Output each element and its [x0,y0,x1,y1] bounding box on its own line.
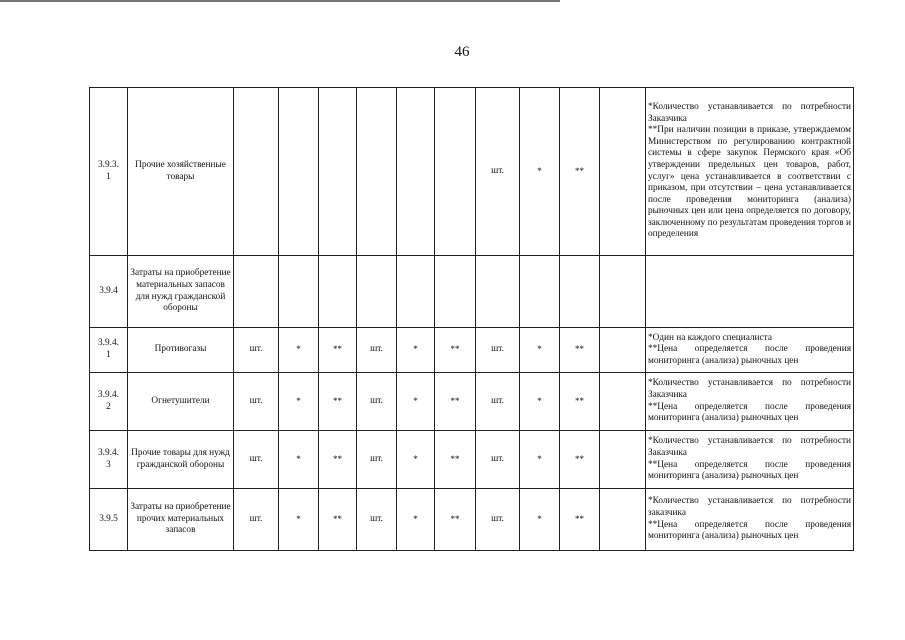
item-name: Прочие хозяйственные товары [128,88,234,256]
cell-unit-2: шт. [357,328,397,373]
cell-price-1: ** [319,328,357,373]
scan-top-border [0,0,560,2]
cell-qty-1: * [279,489,319,551]
cell-unit-1: шт. [234,373,279,431]
cell-price-3: ** [560,88,600,256]
cell-unit-3: шт. [476,489,520,551]
row-note: *Количество устанавливается по потребности Заказчика **При наличии позиции в приказе, утверждаемом Министерством по регулированию контрактной системы в сфере закупок Пермского края «Об утверждении предельных цен товаров, работ, услуг» цена устанавливается в соответствии с приказом, при отсутствии – цена устанавливается после проведения мониторинга (анализа) рыночных цен или цена определяется по договору, заключенному по результатам проведения торгов и определения [646,88,854,256]
cell-price-1 [319,256,357,328]
cell-price-3: ** [560,328,600,373]
row-note: *Количество устанавливается по потребности заказчика **Цена определяется после проведения мониторинга (анализа) рыночных цен [646,489,854,551]
row-note: *Количество устанавливается по потребности Заказчика **Цена определяется после проведения мониторинга (анализа) рыночных цен [646,431,854,489]
empty-cell [600,373,646,431]
cell-qty-2: * [397,328,435,373]
cell-qty-3: * [520,88,560,256]
cell-qty-3: * [520,431,560,489]
item-name: Огнетушители [128,373,234,431]
cell-price-3 [560,256,600,328]
cell-qty-1: * [279,431,319,489]
item-name: Затраты на приобретение прочих материальных запасов [128,489,234,551]
cell-price-3: ** [560,431,600,489]
cell-price-3: ** [560,489,600,551]
row-number: 3.9.3. 1 [90,88,128,256]
cell-qty-2 [397,88,435,256]
table-row [90,373,854,431]
cell-unit-1 [234,88,279,256]
requirements-table [89,87,854,551]
row-note: *Количество устанавливается по потребности Заказчика **Цена определяется после проведения мониторинга (анализа) рыночных цен [646,373,854,431]
cell-price-1: ** [319,489,357,551]
table-row [90,489,854,551]
cell-qty-1 [279,88,319,256]
row-note: *Один на каждого специалиста **Цена определяется после проведения мониторинга (анализа) рыночных цен [646,328,854,373]
cell-qty-3: * [520,328,560,373]
row-number: 3.9.4. 2 [90,373,128,431]
cell-price-1: ** [319,373,357,431]
cell-price-2: ** [435,328,476,373]
cell-price-1: ** [319,431,357,489]
cell-unit-1: шт. [234,328,279,373]
cell-unit-2: шт. [357,489,397,551]
item-name: Противогазы [128,328,234,373]
table-row [90,431,854,489]
table-row [90,88,854,256]
cell-qty-1: * [279,373,319,431]
cell-qty-3 [520,256,560,328]
cell-price-1 [319,88,357,256]
cell-unit-1: шт. [234,489,279,551]
cell-unit-3: шт. [476,373,520,431]
cell-unit-2: шт. [357,431,397,489]
cell-qty-1: * [279,328,319,373]
row-number: 3.9.4. 1 [90,328,128,373]
cell-unit-1 [234,256,279,328]
empty-cell [600,431,646,489]
item-name: Прочие товары для нужд гражданской обороны [128,431,234,489]
empty-cell [600,328,646,373]
cell-price-2 [435,256,476,328]
item-name: Затраты на приобретение материальных запасов для нужд гражданской обороны [128,256,234,328]
cell-qty-2: * [397,431,435,489]
cell-price-3: ** [560,373,600,431]
cell-price-2: ** [435,431,476,489]
cell-price-2: ** [435,373,476,431]
cell-qty-2: * [397,373,435,431]
row-number: 3.9.4. 3 [90,431,128,489]
empty-cell [600,256,646,328]
cell-qty-2 [397,256,435,328]
table-body [90,88,854,551]
empty-cell [600,88,646,256]
cell-unit-1: шт. [234,431,279,489]
row-number: 3.9.5 [90,489,128,551]
cell-price-2: ** [435,489,476,551]
cell-unit-2: шт. [357,373,397,431]
table-row [90,328,854,373]
page-number: 46 [454,44,470,60]
empty-cell [600,489,646,551]
table-row [90,256,854,328]
row-number: 3.9.4 [90,256,128,328]
cell-qty-1 [279,256,319,328]
row-note [646,256,854,328]
cell-unit-2 [357,256,397,328]
cell-qty-2: * [397,489,435,551]
cell-unit-3: шт. [476,431,520,489]
cell-unit-2 [357,88,397,256]
cell-unit-3: шт. [476,328,520,373]
cell-qty-3: * [520,373,560,431]
cell-unit-3: шт. [476,88,520,256]
cell-price-2 [435,88,476,256]
cell-unit-3 [476,256,520,328]
cell-qty-3: * [520,489,560,551]
